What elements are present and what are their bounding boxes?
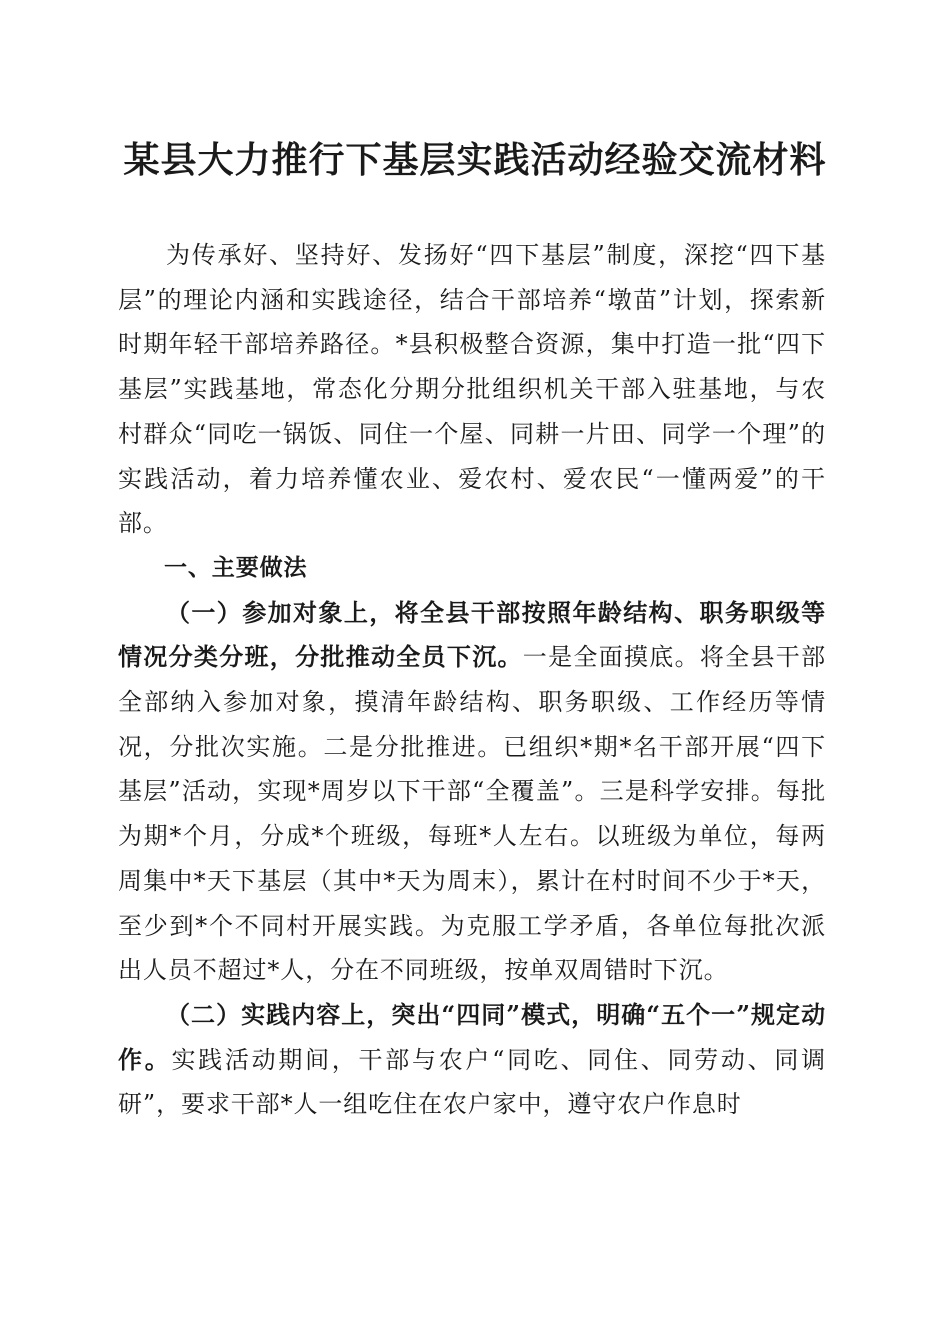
subsection-1-body: 一是全面摸底。将全县干部全部纳入参加对象，摸清年龄结构、职务职级、工作经历等情况，分批次实施。二是分批推进。已组织*期*名干部开展“四下基层”活动，实现*周岁以下干部“全覆盖”。三是科学安排。每批为期*个月，分成*个班级，每班*人左右。以班级为单位，每两周集中*天下基层（其中*天为周末），累计在村时间不少于*天，至少到*个不同村开展实践。为克服工学矛盾，各单位每批次派出人员不超过*人，分在不同班级，按单双周错时下沉。: [118, 643, 826, 985]
subsection-1-paragraph: [118, 591, 826, 993]
intro-paragraph: 为传承好、坚持好、发扬好“四下基层”制度，深挖“四下基层”的理论内涵和实践途径，结合干部培养“墩苗”计划，探索新时期年轻干部培养路径。*县积极整合资源，集中打造一批“四下基层”实践基地，常态化分期分批组织机关干部入驻基地，与农村群众“同吃一锅饭、同住一个屋、同耕一片田、同学一个理”的实践活动，着力培养懂农业、爱农村、爱农民“一懂两爱”的干部。: [118, 241, 826, 538]
subsection-1-lead: （一）参加对象上，将全县干部按照年龄结构、职务职级等情况分类分班，分批推动全员下沉。: [118, 597, 826, 672]
subsection-2-lead: （二）实践内容上，突出“四同”模式，明确“五个一”规定动作。: [118, 999, 826, 1074]
document-body: [118, 233, 826, 1127]
document-title: 某县大力推行下基层实践活动经验交流材料: [123, 139, 827, 181]
subsection-2-body: 实践活动期间，干部与农户“同吃、同住、同劳动、同调研”，要求干部*人一组吃住在农户家中，遵守农户作息时: [118, 1045, 826, 1119]
subsection-2-paragraph: [118, 993, 826, 1127]
section-heading: 一、主要做法: [164, 554, 308, 581]
